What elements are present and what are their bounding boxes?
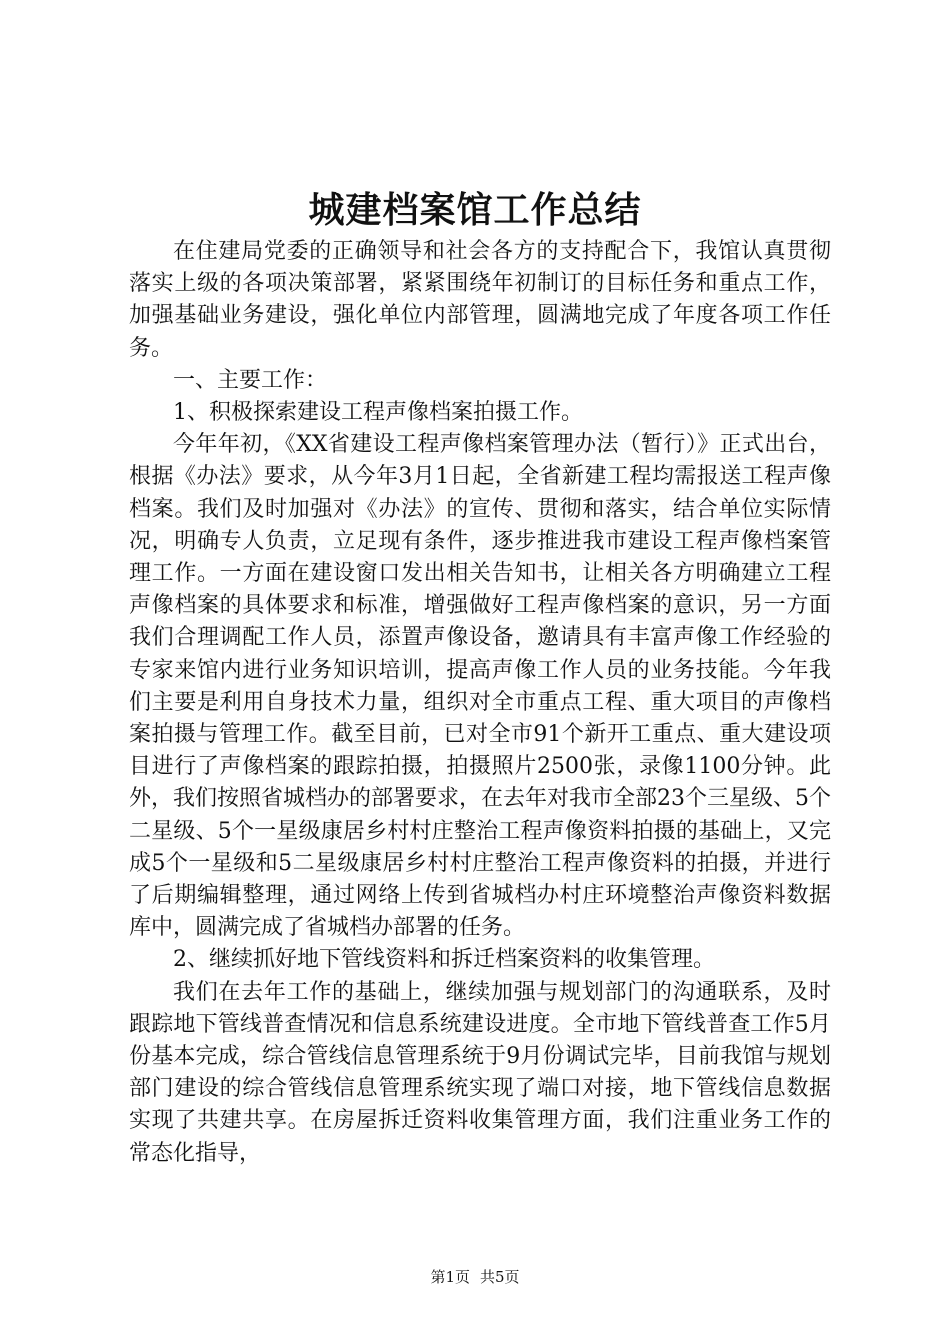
- paragraph-intro: 在住建局党委的正确领导和社会各方的支持配合下，我馆认真贯彻落实上级的各项决策部署，紧紧围绕年初制订的目标任务和重点工作，加强基础业务建设，强化单位内部管理，圆满地完成了年度各项工作任务。: [129, 239, 831, 361]
- document-title: 城建档案馆工作总结: [308, 189, 642, 231]
- document-body: [129, 236, 831, 1170]
- subheading-audio-video-archives: 1、积极探索建设工程声像档案拍摄工作。: [173, 400, 583, 426]
- subheading-pipeline-demolition-archives: 2、继续抓好地下管线资料和拆迁档案资料的收集管理。: [173, 947, 715, 973]
- paragraph-pipeline-demolition-archives: 我们在去年工作的基础上，继续加强与规划部门的沟通联系，及时跟踪地下管线普查情况和信息系统建设进度。全市地下管线普查工作5月份基本完成，综合管线信息管理系统于9月份调试完毕，目前我馆与规划部门建设的综合管线信息管理系统实现了端口对接，地下管线信息数据实现了共建共享。在房屋拆迁资料收集管理方面，我们注重业务工作的常态化指导，: [129, 979, 831, 1166]
- page-number-current: 第1页: [430, 1268, 470, 1286]
- section-heading-main-work: 一、主要工作：: [173, 367, 328, 393]
- page-number-total: 共5页: [480, 1268, 520, 1286]
- paragraph-audio-video-archives: 今年年初，《XX省建设工程声像档案管理办法（暂行）》正式出台，根据《办法》要求，从今年3月1日起，全省新建工程均需报送工程声像档案。我们及时加强对《办法》的宣传、贯彻和落实，结合单位实际情况，明确专人负责，立足现有条件，逐步推进我市建设工程声像档案管理工作。一方面在建设窗口发出相关告知书，让相关各方明确建立工程声像档案的具体要求和标准，增强做好工程声像档案的意识，另一方面我们合理调配工作人员，添置声像设备，邀请具有丰富声像工作经验的专家来馆内进行业务知识培训，提高声像工作人员的业务技能。今年我们主要是利用自身技术力量，组织对全市重点工程、重大项目的声像档案拍摄与管理工作。截至目前，已对全市91个新开工重点、重大建设项目进行了声像档案的跟踪拍摄，拍摄照片2500张，录像1100分钟。此外，我们按照省城档办的部署要求，在去年对我市全部23个三星级、5个二星级、5个一星级康居乡村村庄整治工程声像资料拍摄的基础上，又完成5个一星级和5二星级康居乡村村庄整治工程声像资料的拍摄，并进行了后期编辑整理，通过网络上传到省城档办村庄环境整治声像资料数据库中，圆满完成了省城档办部署的任务。: [129, 432, 831, 941]
- page-footer: [0, 1267, 950, 1287]
